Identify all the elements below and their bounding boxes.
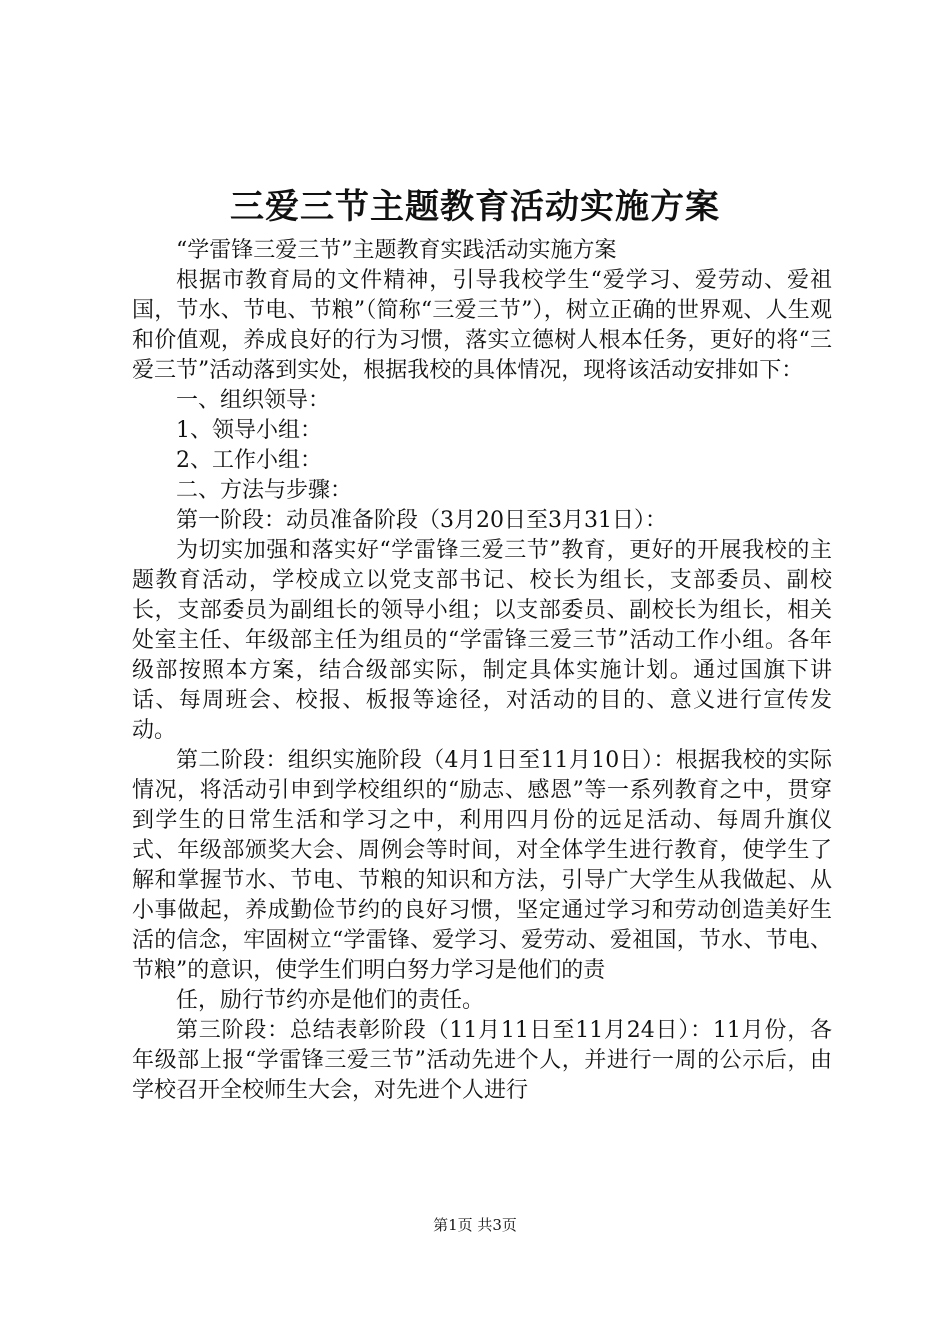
stage-one-heading: 第一阶段：动员准备阶段（3月20日至3月31日）： <box>176 508 667 533</box>
stage-three-paragraph: 第三阶段：总结表彰阶段（11月11日至11月24日）：11月份，各年级部上报“学雷锋三爱三节”活动先进个人，并进行一周的公示后，由学校召开全校师生大会，对先进个人进行 <box>132 1018 832 1103</box>
document-body <box>132 236 832 1106</box>
section-heading-methods: 二、方法与步骤： <box>176 478 353 503</box>
intro-paragraph: 根据市教育局的文件精神，引导我校学生“爱学习、爱劳动、爱祖国，节水、节电、节粮”（简称“三爱三节”），树立正确的世界观、人生观和价值观，养成良好的行为习惯，落实立德树人根本任务，更好的将“三爱三节”活动落到实处，根据我校的具体情况，现将该活动安排如下： <box>132 268 832 383</box>
stage-two-paragraph: 第二阶段：组织实施阶段（4月1日至11月10日）：根据我校的实际情况，将活动引申到学校组织的“励志、感恩”等一系列教育之中，贯穿到学生的日常生活和学习之中，利用四月份的远足活动、每周升旗仪式、年级部颁奖大会、周例会等时间，对全体学生进行教育，使学生了解和掌握节水、节电、节粮的知识和方法，引导广大学生从我做起、从小事做起，养成勤俭节约的良好习惯，坚定通过学习和劳动创造美好生活的信念，牢固树立“学雷锋、爱学习、爱劳动、爱祖国，节水、节电、节粮”的意识，使学生们明白努力学习是他们的责 <box>132 748 833 983</box>
stage-one-paragraph: 为切实加强和落实好“学雷锋三爱三节”教育，更好的开展我校的主题教育活动，学校成立以党支部书记、校长为组长，支部委员、副校长，支部委员为副组长的领导小组；以支部委员、副校长为组长，相关处室主任、年级部主任为组员的“学雷锋三爱三节”活动工作小组。各年级部按照本方案，结合级部实际，制定具体实施计划。通过国旗下讲话、每周班会、校报、板报等途径，对活动的目的、意义进行宣传发动。 <box>132 538 832 743</box>
page-footer: 第1页 共3页 <box>433 1216 517 1234</box>
document-title: 三爱三节主题教育活动实施方案 <box>230 187 720 227</box>
stage-two-continuation: 任，励行节约亦是他们的责任。 <box>176 988 485 1013</box>
subtitle-paragraph: “学雷锋三爱三节”主题教育实践活动实施方案 <box>176 238 617 263</box>
subheading-work-group: 2、工作小组： <box>176 448 322 473</box>
section-heading-organization: 一、组织领导： <box>176 388 331 413</box>
subheading-leadership-group: 1、领导小组： <box>176 418 322 443</box>
